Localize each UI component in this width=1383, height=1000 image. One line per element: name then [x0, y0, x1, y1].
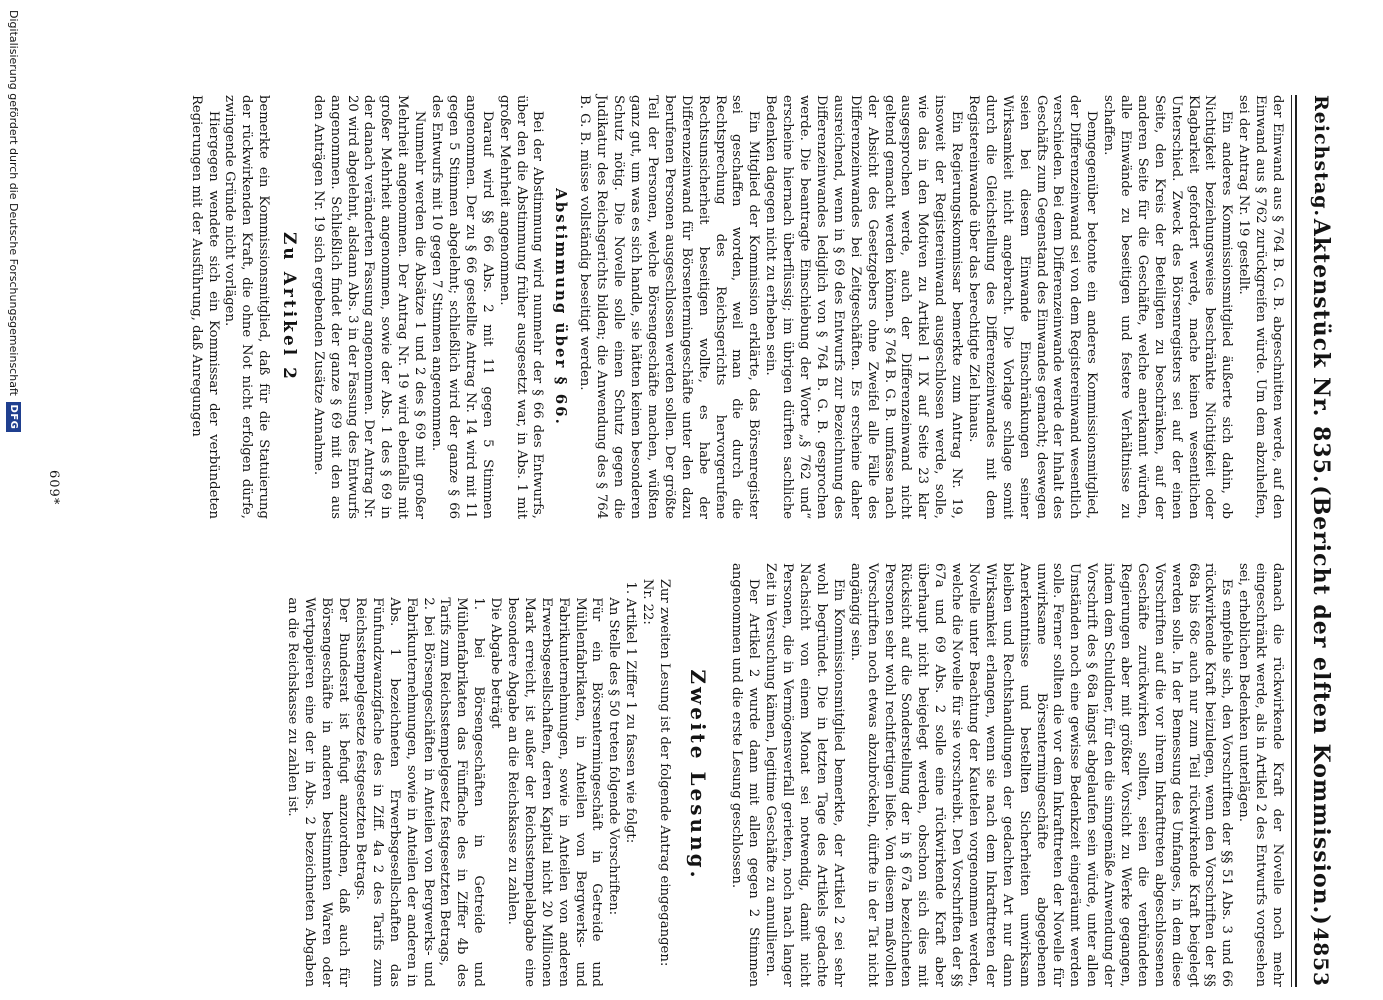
paragraph: Es empfehle sich, den Vorschriften der §§ 51 Abs. 3 und 66 rückwirkende Kraft beizulegen, wenn den Vorschriften der §§ 68a bis 68c auch nur zum Teil rückwirkende Kraft beigelegt werden solle. In der Bemessung des Umfanges, in dem diese Vorschriften auf die vor ihrem Inkrafttreten abgeschlossenen Geschäfte zurückwirken sollten, seien die verbündeten Regierungen aber mit größter Vorsicht zu Werke gegangen, indem dem Schuldner, für den die sinngemäße Anwendung der Vorschrift des § 68a längst abgelaufen sein würde, unter allen Umständen noch eine gewisse Bedenkzeit eingeräumt werden solle. Ferner sollten die vor dem Inkrafttreten der Novelle für unwirksame Börsentermingeschäfte abgegebenen Anerkenntnisse und bestellten Sicherheiten unwirksam bleiben und Rechtshandlungen der gedachten Art nur dann Wirksamkeit erlangen, wenn sie nach dem Inkrafttreten der Novelle unter Beachtung der Kautelen vorgenommen werden, welche die Novelle für sie vorschreibt. Den Vorschriften der §§ 67a und 69 Abs. 2 solle eine rückwirkende Kraft aber überhaupt nicht beigelegt werden, obschon sich dies mit Rücksicht auf die Sonderstellung der in § 67a bezeichneten Personen sehr wohl rechtfertigen ließe. Von diesem maßvollen Vorschriften noch etwas abzubröckeln, dürfte in der Tat nicht angängig sein. [847, 563, 1235, 987]
dfg-logo: DFG [6, 402, 21, 432]
antrag-label: Nr. 22: [640, 578, 656, 625]
page-number: 4853 [1309, 927, 1333, 987]
paragraph: Die Abgabe beträgt [488, 597, 504, 729]
sidenote-text: Digitalisierung gefördert durch die Deutsche Forschungsgemeinschaft [7, 10, 20, 396]
paragraph: bemerkte ein Kommissionsmitglied, daß für die Statuierung der rückwirkenden Kraft, die ohne Not nicht erfolgen dürfe, zwingende Gründe nicht vorlägen. [222, 95, 272, 519]
paragraph: Hiergegen wendete sich ein Kommissar der verbündeten Regierungen mit der Ausführung, daß Anregungen [188, 95, 221, 519]
header-rule [1295, 95, 1297, 987]
heading-zweite-lesung: Zweite Lesung. [685, 669, 710, 881]
paragraph: Der Artikel 2 wurde dann mit allen gegen 2 Stimmen angenommen und die erste Lesung geschlossen. [729, 563, 762, 987]
paragraph: Für ein Börsentermingeschäft in Getreide und Mühlenfabrikaten, in Anteilen von Bergwerks- und Fabrikunternehmungen, sowie in Anteilen von anderen Erwerbsgesellschaften, deren Kapital nicht 20 Millionen Mark erreicht, ist außer der Reichsstempelabgabe eine besondere Abgabe an die Reichskasse zu zahlen. [505, 597, 605, 987]
list-item: 2. bei Börsengeschäften in Anteilen von Bergwerks- und Fabrikunternehmungen, sowie in Anteilen der anderen in Abs. 1 bezeichneten Erwerbsgesellschaften das Fünfundzwanzigfache des in Ziff. 4a 2 des Tarifs zum Reichsstempelgesetze festgesetzten Betrags. [352, 597, 436, 987]
header-bericht: (Bericht der elften Kommission.) [1308, 485, 1334, 926]
left-column [187, 95, 1285, 519]
paragraph: danach die rückwirkende Kraft der Novelle noch mehr eingeschränkt werde, als in Artikel 2 des Entwurfs vorgesehen sei, erheblichen Bedenken unterlägen. [1236, 563, 1285, 987]
digitization-note [6, 10, 21, 432]
page-header [1299, 95, 1343, 987]
paragraph: Darauf wird §§ 66 Abs. 2 mit 11 gegen 5 Stimmen angenommen. Der zu § 66 gestellte Antrag Nr. 14 wird mit 11 gegen 5 Stimmen abgelehnt; schließlich wird der ganze § 66 des Entwurfs mit 10 gegen 7 Stimmen angenommen. [429, 95, 495, 519]
paragraph: Der Bundesrat ist befugt anzuordnen, daß auch für Börsengeschäfte in anderen bestimmten Waren oder Wertpapieren eine der in Abs. 2 bezeichneten Abgaben an die Reichskasse zu zahlen ist. [285, 597, 352, 987]
header-reichstag: Reichstag. [1310, 95, 1332, 218]
paragraph: An Stelle des § 50 treten folgende Vorschriften: [606, 597, 622, 916]
signature-mark: 609* [46, 470, 61, 506]
paragraph: Ein Regierungskommissar bemerkte zum Antrag Nr. 19, insoweit der Registereinwand ausgeschlossen werde, solle, wie das in den Motiven zu Artikel 1 IX auf Seite 23 klar ausgesprochen werde, auch der Differenzeinwand nicht geltend gemacht werden können. § 764 B. G. B. umfasse nach der Absicht des Gesetzgebers ohne Zweifel alle Fälle des Differenzeinwandes bei Zeitgeschäften. Es erscheine daher ausreichend, wenn in § 69 des Entwurfs zur Bezeichnung des Differenzeinwandes lediglich von § 764 B. G. B. gesprochen werde. Die beantragte Einschiebung der Worte „§ 762 und“ erscheine hiernach überflüssig; im übrigen dürften sachliche Bedenken dagegen nicht zu erheben sein. [763, 95, 965, 519]
paragraph: Nunmehr werden die Absätze 1 und 2 des § 69 mit großer Mehrheit angenommen. Der Antrag Nr. 19 wird ebenfalls mit großer Mehrheit angenommen, sowie der Abs. 1 des § 69 in der danach veränderten Fassung angenommen. Der Antrag Nr. 20 wird abgelehnt, alsdann Abs. 3 in der Fassung des Entwurfs angenommen. Schließlich findet der ganze § 69 mit den aus den Anträgen Nr. 19 sich ergebenden Zusätze Annahme. [310, 95, 428, 519]
heading-artikel-2: Zu Artikel 2 [278, 232, 299, 382]
paragraph: Ein anderes Kommissionsmitglied äußerte sich dahin, ob Nichtigkeit beziehungsweise beschränkte Nichtigkeit oder Klagbarkeit gefordert werde, mache keinen wesentlichen Unterschied. Zweck des Börsenregisters sei auf der einen Seite, den Kreis der Beteiligten zu beschränken, auf der anderen Seite für die Geschäfte, welche anerkannt würden, alle Einwände zu beseitigen und festere Verhältnisse zu schaffen. [1101, 95, 1235, 519]
list-item: 1. bei Börsengeschäften in Getreide und Mühlenfabrikaten das Fünffache des in Ziffer 4b des Tarifs zum Reichsstempelgesetz festgesetzten Betrags, [437, 597, 487, 987]
list-item: 1. Artikel 1 Ziffer 1 zu fassen wie folgt: [623, 581, 639, 844]
paragraph: Ein Mitglied der Kommission erklärte, das Börsenregister sei geschaffen worden, weil man die durch die Rechtsprechung des Reichsgerichts hervorgerufene Rechtsunsicherheit beseitigen wollte, es habe der Differenzeinwand für Börsentermingeschäfte unter den dazu berufenen Personen ausgeschlossen werden sollen. Der größte Teil der Personen, welche Börsengeschäfte machen, wüßten ganz gut, um was es sich handle, sie hätten keinen besonderen Schutz nötig. Die Novelle solle einen Schutz gegen die Judikatur des Reichsgerichts bilden; die Anwendung des § 764 B. G. B. müsse vollständig beseitigt werden. [577, 95, 762, 519]
right-column [284, 563, 1285, 987]
heading-abstimmung: Abstimmung über § 66. [551, 188, 570, 426]
paragraph: der Einwand aus § 764 B. G. B. abgeschnitten werde, auf den Einwand aus § 762 zurückgreifen würde. Um dem abzuhelfen, sei der Antrag Nr. 19 gestellt. [1236, 95, 1285, 519]
paragraph: Zur zweiten Lesung ist der folgende Antrag eingegangen: [657, 578, 673, 967]
paragraph: Demgegenüber betonte ein anderes Kommissionsmitglied, der Differenzeinwand sei von dem Registereinwand wesentlich verschieden. Bei dem Differenzeinwande werde der Inhalt des Geschäfts zum Gegenstand des Einwandes gemacht; deswegen seien bei diesem Einwande Einschränkungen seiner Wirksamkeit nicht angebracht. Die Vorlage schlage somit durch die Gleichstellung des Differenzeinwandes mit dem Registereinwande über das berechtigte Ziel hinaus. [965, 95, 1100, 519]
paragraph: Ein Kommissionsmitglied bemerkte, der Artikel 2 sei sehr wohl begründet. Die in letzten Tage des Artikels gedachte Nachsicht von einem Monat sei notwendig, damit nicht Personen, die in Vermögensverfall gerieten, noch nach langer Zeit in Versuchung kämen, legitime Geschäfte zu annullieren. [763, 563, 846, 987]
paragraph: Bei der Abstimmung wird nunmehr der § 66 des Entwurfs, über den die Abstimmung früher ausgesetzt war, in Abs. 1 mit großer Mehrheit angenommen. [496, 95, 546, 519]
header-aktenstueck: Aktenstück Nr. 835. [1308, 218, 1334, 484]
header-rule-thin [1291, 95, 1292, 987]
